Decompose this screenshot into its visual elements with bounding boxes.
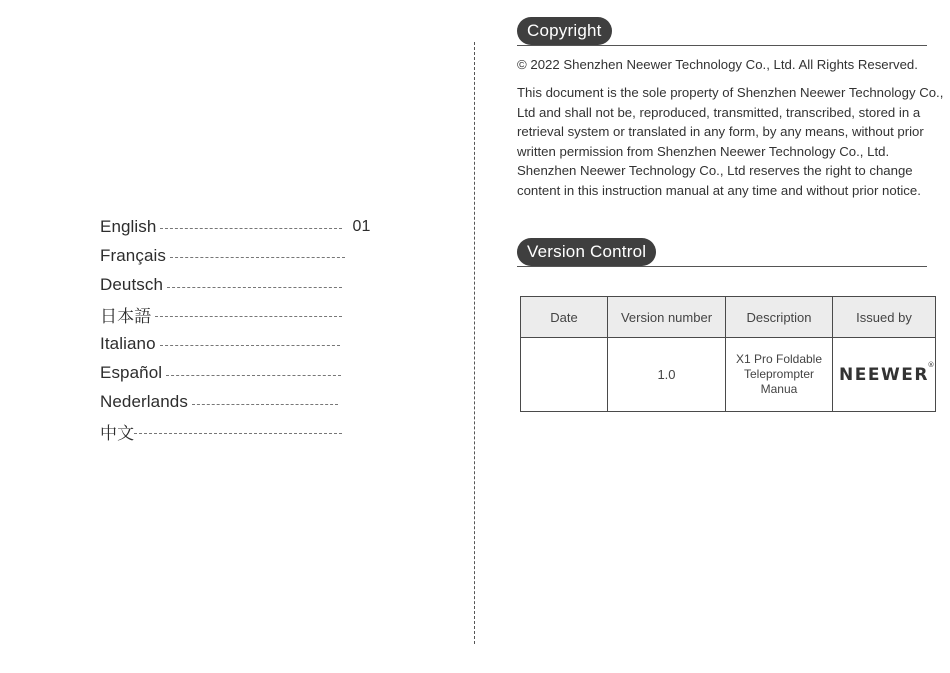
toc-leader	[170, 257, 345, 258]
toc-row-deutsch[interactable]	[100, 271, 390, 300]
version-control-heading: Version Control	[517, 238, 656, 266]
toc-leader	[166, 375, 341, 376]
header-version-number: Version number	[608, 297, 726, 338]
version-table-header-row	[521, 297, 936, 338]
logo-text: NEEWER	[839, 364, 929, 385]
toc-page-number: 01	[352, 217, 371, 235]
toc-leader	[134, 433, 342, 434]
copyright-line: © 2022 Shenzhen Neewer Technology Co., Ltd. All Rights Reserved.	[517, 57, 918, 72]
copyright-rule	[517, 45, 927, 46]
toc-label: Deutsch	[100, 275, 164, 295]
description-line: Manua	[760, 382, 798, 396]
table-row	[521, 338, 936, 412]
version-table	[520, 296, 936, 412]
toc-row-espanol[interactable]	[100, 358, 390, 387]
cell-version: 1.0	[608, 338, 726, 412]
header-date: Date	[521, 297, 608, 338]
toc-row-japanese[interactable]	[100, 300, 390, 329]
copyright-heading: Copyright	[517, 17, 612, 45]
neewer-logo	[839, 360, 936, 385]
description-line: X1 Pro Foldable	[735, 352, 823, 366]
toc-label: English	[100, 216, 157, 236]
header-description: Description	[726, 297, 833, 338]
copyright-header	[517, 17, 927, 45]
toc-leader	[160, 345, 340, 346]
toc-row-nederlands[interactable]	[100, 388, 390, 417]
cell-description	[726, 338, 833, 412]
toc-label: Français	[100, 245, 166, 265]
toc-leader	[167, 287, 342, 288]
page-divider	[474, 42, 475, 644]
toc-label: Italiano	[100, 333, 156, 353]
toc-label: 日本語	[100, 307, 152, 327]
toc-label: Nederlands	[100, 392, 188, 412]
cell-date	[521, 338, 608, 412]
version-control-header	[517, 238, 927, 266]
toc-row-english[interactable]	[100, 212, 390, 241]
language-toc	[100, 212, 390, 446]
toc-leader	[192, 404, 338, 405]
description-line: Teleprompter	[743, 367, 815, 381]
version-control-rule	[517, 266, 927, 267]
copyright-paragraph: This document is the sole property of Shenzhen Neewer Technology Co., Ltd and shall not be, reproduced, transmitted, transcribed, stored in a retrieval system or translated in any form, by any means, without prior written permission from Shenzhen Neewer Technology Co., Ltd. Shenzhen Neewer Technology Co., Ltd reserves the right to change content in this instruction manual at any time and without prior notice.	[517, 85, 944, 198]
toc-label: Español	[100, 363, 163, 383]
cell-issued-by	[833, 338, 936, 412]
toc-row-chinese[interactable]	[100, 417, 390, 446]
toc-row-italiano[interactable]	[100, 329, 390, 358]
toc-label: 中文	[100, 424, 135, 444]
toc-row-francais[interactable]	[100, 241, 390, 270]
header-issued-by: Issued by	[833, 297, 936, 338]
toc-leader	[155, 316, 342, 317]
registered-mark: ®	[927, 360, 936, 369]
toc-leader	[160, 228, 342, 229]
